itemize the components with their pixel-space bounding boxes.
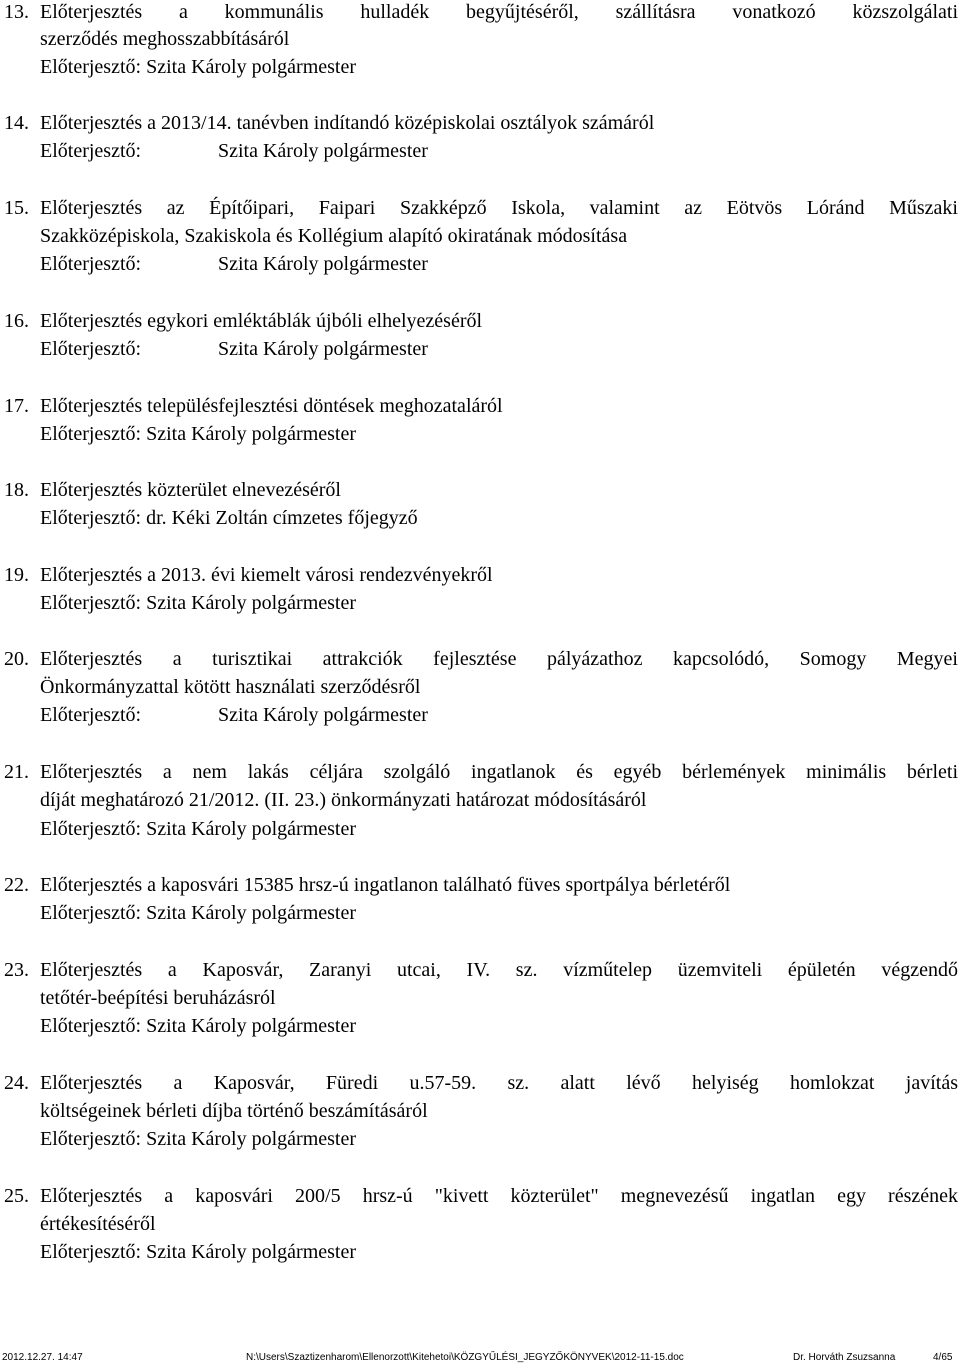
agenda-item-title-line xyxy=(4,1182,958,1210)
agenda-item-title: Előterjesztés a kaposvári 200/5 hrsz-ú "kivett közterület" megnevezésű ingatlan egy részének xyxy=(40,1185,958,1207)
agenda-item-number: 19. xyxy=(4,564,29,586)
agenda-item-title-line xyxy=(4,392,958,420)
agenda-item-presenter: Előterjesztő: dr. Kéki Zoltán címzetes főjegyző xyxy=(40,507,418,529)
agenda-item-title: Előterjesztés a turisztikai attrakciók fejlesztése pályázathoz kapcsolódó, Somogy Megyei xyxy=(40,648,958,670)
agenda-item-presenter: Előterjesztő: Szita Károly polgármester xyxy=(40,592,357,614)
agenda-item-presenter: Előterjesztő: Szita Károly polgármester xyxy=(40,56,357,78)
agenda-item-title-line xyxy=(4,758,958,786)
presenter-label: Előterjesztő: xyxy=(40,140,142,162)
agenda-item-title-line xyxy=(4,561,958,589)
agenda-item-title-line xyxy=(4,0,958,26)
presenter-name: Szita Károly polgármester xyxy=(218,704,428,726)
agenda-item-presenter: Előterjesztő: Szita Károly polgármester xyxy=(40,818,357,840)
presenter-label: Előterjesztő: xyxy=(40,338,142,360)
footer-date: 2012.12.27. 14:47 xyxy=(2,1352,83,1363)
agenda-item-presenter: Előterjesztő: Szita Károly polgármester xyxy=(40,902,357,924)
agenda-item-title-line: költségeinek bérleti díjba történő beszámításáról xyxy=(40,1100,428,1122)
agenda-item-presenter xyxy=(40,701,958,729)
agenda-item-number: 16. xyxy=(4,310,29,332)
agenda-item-title: Előterjesztés az Építőipari, Faipari Szakképző Iskola, valamint az Eötvös Lóránd Műszaki xyxy=(40,197,958,219)
agenda-item-title-line xyxy=(4,194,958,222)
agenda-item-title: Előterjesztés a nem lakás céljára szolgáló ingatlanok és egyéb bérlemények minimális bérleti xyxy=(40,761,958,783)
presenter-name: Szita Károly polgármester xyxy=(218,253,428,275)
agenda-item-number: 13. xyxy=(4,1,29,23)
agenda-item-title: Előterjesztés a 2013. évi kiemelt városi rendezvényekről xyxy=(40,564,493,586)
agenda-item-presenter xyxy=(40,137,958,165)
agenda-item-number: 21. xyxy=(4,761,29,783)
agenda-item-title-line xyxy=(4,109,958,137)
presenter-name: Szita Károly polgármester xyxy=(218,338,428,360)
agenda-item-number: 20. xyxy=(4,648,29,670)
agenda-item-title: Előterjesztés a kommunális hulladék begyűjtéséről, szállításra vonatkozó közszolgálati xyxy=(40,1,958,23)
agenda-item-number: 25. xyxy=(4,1185,29,1207)
agenda-item-presenter: Előterjesztő: Szita Károly polgármester xyxy=(40,1241,357,1263)
agenda-item-title: Előterjesztés egykori emléktáblák újbóli elhelyezéséről xyxy=(40,310,483,332)
agenda-item-title: Előterjesztés a Kaposvár, Füredi u.57-59. sz. alatt lévő helyiség homlokzat javítás xyxy=(40,1072,958,1094)
agenda-item-title-line: Önkormányzattal kötött használati szerződésről xyxy=(40,676,421,698)
agenda-item-presenter: Előterjesztő: Szita Károly polgármester xyxy=(40,423,357,445)
agenda-item-presenter: Előterjesztő: Szita Károly polgármester xyxy=(40,1128,357,1150)
agenda-item-title-line: szerződés meghosszabbításáról xyxy=(40,28,290,50)
agenda-item-title: Előterjesztés településfejlesztési döntések meghozataláról xyxy=(40,395,503,417)
agenda-item-number: 15. xyxy=(4,197,29,219)
agenda-item-title: Előterjesztés a kaposvári 15385 hrsz-ú ingatlanon található füves sportpálya bérletéről xyxy=(40,874,731,896)
footer-file-path: N:\Users\Szaztizenharom\Ellenorzott\Kitehetoi\KÖZGYŰLÉSI_JEGYZŐKÖNYVEK\2012-11-15.doc xyxy=(246,1352,684,1363)
agenda-item-presenter xyxy=(40,250,958,278)
agenda-item-presenter xyxy=(40,335,958,363)
agenda-item-title-line: tetőtér-beépítési beruházásról xyxy=(40,987,276,1009)
agenda-item-title-line xyxy=(4,645,958,673)
agenda-item-presenter: Előterjesztő: Szita Károly polgármester xyxy=(40,1015,357,1037)
agenda-item-title-line xyxy=(4,1069,958,1097)
agenda-item-title-line xyxy=(4,871,958,899)
agenda-item-title: Előterjesztés a Kaposvár, Zaranyi utcai, IV. sz. vízműtelep üzemviteli épületén végzendő xyxy=(40,959,958,981)
agenda-item-title-line xyxy=(4,476,958,504)
agenda-item-title: Előterjesztés a 2013/14. tanévben indítandó középiskolai osztályok számáról xyxy=(40,112,655,134)
footer-author: Dr. Horváth Zsuzsanna xyxy=(793,1352,896,1363)
presenter-label: Előterjesztő: xyxy=(40,253,142,275)
page-footer xyxy=(0,1349,960,1367)
presenter-label: Előterjesztő: xyxy=(40,704,142,726)
agenda-item-title-line: Szakközépiskola, Szakiskola és Kollégium alapító okiratának módosítása xyxy=(40,225,628,247)
agenda-item-title-line xyxy=(4,956,958,984)
agenda-item-title-line xyxy=(4,307,958,335)
agenda-item-number: 18. xyxy=(4,479,29,501)
presenter-name: Szita Károly polgármester xyxy=(218,140,428,162)
agenda-item-number: 14. xyxy=(4,112,29,134)
footer-page-number: 4/65 xyxy=(933,1352,953,1363)
agenda-item-number: 22. xyxy=(4,874,29,896)
agenda-item-title-line: értékesítéséről xyxy=(40,1213,156,1235)
agenda-item-title-line: díját meghatározó 21/2012. (II. 23.) önkormányzati határozat módosításáról xyxy=(40,789,647,811)
agenda-item-number: 23. xyxy=(4,959,29,981)
agenda-item-title: Előterjesztés közterület elnevezéséről xyxy=(40,479,341,501)
agenda-item-number: 17. xyxy=(4,395,29,417)
agenda-item-number: 24. xyxy=(4,1072,29,1094)
